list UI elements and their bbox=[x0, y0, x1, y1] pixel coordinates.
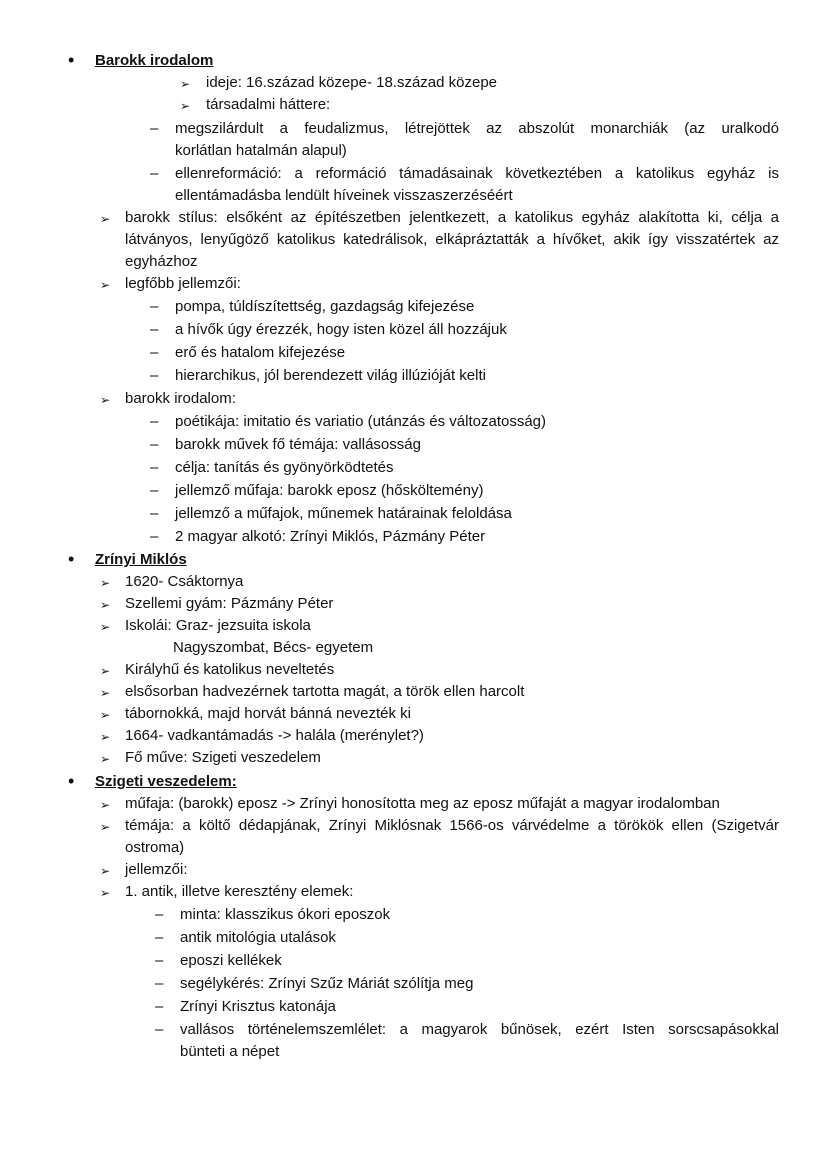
list-item: célja: tanítás és gyönyörködtetés bbox=[175, 459, 394, 476]
list-item-continued: egyházhoz bbox=[125, 253, 198, 270]
list-item: elsősorban hadvezérnek tartotta magát, a török ellen harcolt bbox=[125, 683, 525, 700]
bullet-icon: • bbox=[68, 50, 75, 70]
list-item-continued: Nagyszombat, Bécs- egyetem bbox=[173, 639, 374, 656]
list-item: segélykérés: Zrínyi Szűz Máriát szólítja meg bbox=[180, 975, 474, 992]
list-item: legfőbb jellemzői: bbox=[125, 275, 241, 292]
arrow-bullet-icon: ➢ bbox=[100, 752, 111, 766]
list-item-continued: korlátlan hatalmán alapul) bbox=[175, 142, 347, 159]
arrow-bullet-icon: ➢ bbox=[100, 664, 111, 678]
dash-bullet-icon: – bbox=[150, 528, 159, 545]
list-item: Zrínyi Krisztus katonája bbox=[180, 998, 336, 1015]
arrow-bullet-icon: ➢ bbox=[100, 820, 111, 834]
list-item: eposzi kellékek bbox=[180, 952, 282, 969]
list-item-continued: bünteti a népet bbox=[180, 1043, 280, 1060]
dash-bullet-icon: – bbox=[155, 929, 164, 946]
list-item: Fő műve: Szigeti veszedelem bbox=[125, 749, 321, 766]
dash-bullet-icon: – bbox=[155, 1021, 164, 1038]
list-item: ideje: 16.század közepe- 18.század közepe bbox=[206, 74, 498, 91]
list-item: hierarchikus, jól berendezett világ illúzióját kelti bbox=[175, 367, 486, 384]
arrow-bullet-icon: ➢ bbox=[100, 864, 111, 878]
arrow-bullet-icon: ➢ bbox=[100, 686, 111, 700]
list-item: minta: klasszikus ókori eposzok bbox=[180, 906, 391, 923]
list-item: poétikája: imitatio és variatio (utánzás és változatosság) bbox=[175, 413, 547, 430]
arrow-bullet-icon: ➢ bbox=[100, 708, 111, 722]
list-item: pompa, túldíszítettség, gazdagság kifejezése bbox=[175, 298, 475, 315]
section-heading-szigeti: Szigeti veszedelem: bbox=[95, 773, 237, 790]
dash-bullet-icon: – bbox=[150, 459, 159, 476]
arrow-bullet-icon: ➢ bbox=[100, 598, 111, 612]
list-item: 2 magyar alkotó: Zrínyi Miklós, Pázmány Péter bbox=[175, 528, 486, 545]
list-item: jellemző műfaja: barokk eposz (hősköltemény) bbox=[175, 482, 484, 499]
list-item-continued: ellentámadásba lendült híveinek visszaszerzéséért bbox=[175, 187, 513, 204]
list-item: ellenreformáció: a reformáció támadásainak következtében a katolikus egyház is bbox=[175, 165, 779, 182]
bullet-icon: • bbox=[68, 771, 75, 791]
list-item: tábornokká, majd horvát bánná nevezték ki bbox=[125, 705, 412, 722]
section-heading-barokk: Barokk irodalom bbox=[95, 52, 214, 69]
arrow-bullet-icon: ➢ bbox=[100, 798, 111, 812]
list-item: megszilárdult a feudalizmus, létrejöttek az abszolút monarchiák (az uralkodó bbox=[175, 120, 779, 137]
list-item: Királyhű és katolikus neveltetés bbox=[125, 661, 335, 678]
dash-bullet-icon: – bbox=[155, 952, 164, 969]
list-item: a hívők úgy érezzék, hogy isten közel áll hozzájuk bbox=[175, 321, 507, 338]
bullet-icon: • bbox=[68, 549, 75, 569]
list-item: vallásos történelemszemlélet: a magyarok bűnösek, ezért Isten sorscsapásokkal bbox=[180, 1021, 779, 1038]
list-item: Iskolái: Graz- jezsuita iskola bbox=[125, 617, 311, 634]
dash-bullet-icon: – bbox=[150, 482, 159, 499]
dash-bullet-icon: – bbox=[150, 165, 159, 182]
dash-bullet-icon: – bbox=[150, 298, 159, 315]
arrow-bullet-icon: ➢ bbox=[100, 393, 111, 407]
list-item: barokk stílus: elsőként az építészetben jelentkezett, a katolikus egyház alakította ki, célja a bbox=[125, 209, 779, 226]
dash-bullet-icon: – bbox=[155, 998, 164, 1015]
list-item: Szellemi gyám: Pázmány Péter bbox=[125, 595, 334, 612]
dash-bullet-icon: – bbox=[150, 321, 159, 338]
list-item-continued: látványos, lenyűgöző katolikus katedrálisok, elkápráztatták a hívőket, akik így visszatértek az bbox=[125, 231, 779, 248]
list-item: 1664- vadkantámadás -> halála (merénylet?) bbox=[125, 727, 424, 744]
arrow-bullet-icon: ➢ bbox=[180, 77, 191, 91]
dash-bullet-icon: – bbox=[150, 436, 159, 453]
arrow-bullet-icon: ➢ bbox=[100, 212, 111, 226]
list-item: erő és hatalom kifejezése bbox=[175, 344, 346, 361]
arrow-bullet-icon: ➢ bbox=[100, 278, 111, 292]
dash-bullet-icon: – bbox=[155, 975, 164, 992]
dash-bullet-icon: – bbox=[150, 413, 159, 430]
dash-bullet-icon: – bbox=[150, 505, 159, 522]
section-heading-zrinyi: Zrínyi Miklós bbox=[95, 551, 187, 568]
list-item: társadalmi háttere: bbox=[206, 96, 331, 113]
arrow-bullet-icon: ➢ bbox=[100, 576, 111, 590]
arrow-bullet-icon: ➢ bbox=[100, 886, 111, 900]
list-item: jellemző a műfajok, műnemek határainak feloldása bbox=[175, 505, 512, 522]
list-item-continued: ostroma) bbox=[125, 839, 185, 856]
dash-bullet-icon: – bbox=[150, 367, 159, 384]
list-item: jellemzői: bbox=[125, 861, 188, 878]
list-item: témája: a költő dédapjának, Zrínyi Miklósnak 1566-os várvédelme a törökök ellen (Szigetvár bbox=[125, 817, 779, 834]
dash-bullet-icon: – bbox=[150, 344, 159, 361]
dash-bullet-icon: – bbox=[155, 906, 164, 923]
dash-bullet-icon: – bbox=[150, 120, 159, 137]
arrow-bullet-icon: ➢ bbox=[180, 99, 191, 113]
list-item: 1. antik, illetve keresztény elemek: bbox=[125, 883, 354, 900]
arrow-bullet-icon: ➢ bbox=[100, 620, 111, 634]
list-item: 1620- Csáktornya bbox=[125, 573, 244, 590]
arrow-bullet-icon: ➢ bbox=[100, 730, 111, 744]
list-item: műfaja: (barokk) eposz -> Zrínyi honosította meg az eposz műfaját a magyar irodalomban bbox=[125, 795, 720, 812]
list-item: barokk irodalom: bbox=[125, 390, 236, 407]
list-item: barokk művek fő témája: vallásosság bbox=[175, 436, 421, 453]
list-item: antik mitológia utalások bbox=[180, 929, 336, 946]
